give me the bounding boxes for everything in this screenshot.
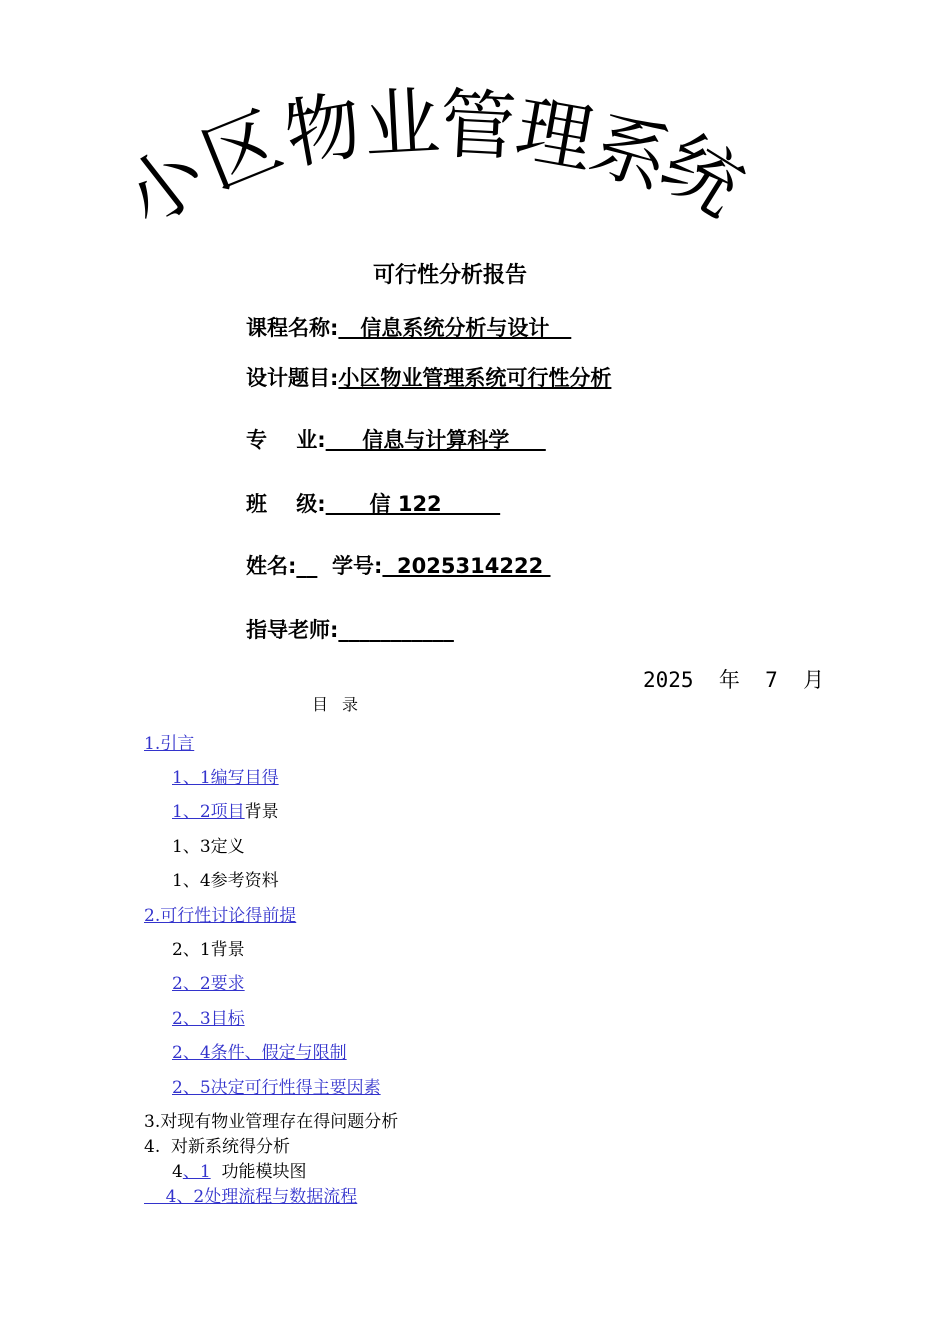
toc-item-project-background[interactable] xyxy=(172,797,279,822)
toc-item-constraints[interactable]: 2、4条件、假定与限制 xyxy=(172,1043,347,1063)
class-field xyxy=(246,488,500,518)
toc-item-new-system: 4. 对新系统得分析 xyxy=(144,1137,291,1157)
topic-field xyxy=(246,362,611,392)
title-char: 小 xyxy=(106,127,222,245)
major-label: 专 业: xyxy=(246,428,326,452)
toc-item-key-factors[interactable]: 2、5决定可行性得主要因素 xyxy=(172,1078,381,1098)
course-label: 课程名称: xyxy=(246,316,339,340)
advisor-label: 指导老师: xyxy=(246,618,339,642)
course-field xyxy=(246,312,571,342)
toc-item-process-flow[interactable]: 4、2处理流程与数据流程 xyxy=(144,1187,358,1207)
report-subtitle: 可行性分析报告 xyxy=(372,263,527,288)
title-char: 系 xyxy=(580,97,683,207)
toc-item-background: 2、1背景 xyxy=(172,940,245,960)
toc-item-function-modules[interactable] xyxy=(172,1157,306,1182)
class-value: 信 122 xyxy=(325,492,501,516)
toc-item-premise[interactable]: 2.可行性讨论得前提 xyxy=(144,906,297,926)
toc-plain-part: 背景 xyxy=(244,802,279,822)
toc-prefix: 4 xyxy=(172,1162,183,1182)
toc-item-definitions: 1、3定义 xyxy=(172,837,245,857)
toc-item-goals[interactable]: 2、3目标 xyxy=(172,1009,245,1029)
title-char: 物 xyxy=(278,79,369,181)
advisor-field xyxy=(246,614,454,644)
id-value: 2025314222 xyxy=(382,554,551,578)
topic-value: 小区物业管理系统可行性分析 xyxy=(338,366,612,390)
toc-plain-part: 功能模块图 xyxy=(210,1162,307,1182)
toc-item-references: 1、4参考资料 xyxy=(172,871,279,891)
name-label: 姓名: xyxy=(246,554,297,578)
toc-item-existing-problems: 3.对现有物业管理存在得问题分析 xyxy=(144,1112,399,1132)
advisor-value: ___________ xyxy=(338,618,454,642)
title-char: 管 xyxy=(437,79,519,172)
report-date: 2025 年 7 月 xyxy=(643,668,825,692)
major-value: 信息与计算科学 xyxy=(325,428,546,452)
toc-item-introduction[interactable]: 1.引言 xyxy=(144,734,195,754)
name-id-field xyxy=(246,550,551,580)
name-value: __ xyxy=(296,554,318,578)
title-char: 统 xyxy=(646,117,759,234)
id-label: 学号: xyxy=(317,554,383,578)
major-field xyxy=(246,424,546,454)
toc-link-part[interactable]: 、1 xyxy=(182,1162,211,1182)
toc-link-part[interactable]: 1、2项目 xyxy=(172,802,245,822)
title-char: 理 xyxy=(509,83,600,185)
toc-heading: 目录 xyxy=(312,695,373,714)
toc-item-purpose[interactable]: 1、1编写目得 xyxy=(172,768,279,788)
title-char: 业 xyxy=(361,77,443,170)
course-value: 信息系统分析与设计 xyxy=(338,316,572,340)
title-char: 区 xyxy=(189,94,294,206)
topic-label: 设计题目: xyxy=(246,366,339,390)
title-art xyxy=(106,70,760,245)
class-label: 班 级: xyxy=(246,492,326,516)
toc-item-requirements[interactable]: 2、2要求 xyxy=(172,974,245,994)
